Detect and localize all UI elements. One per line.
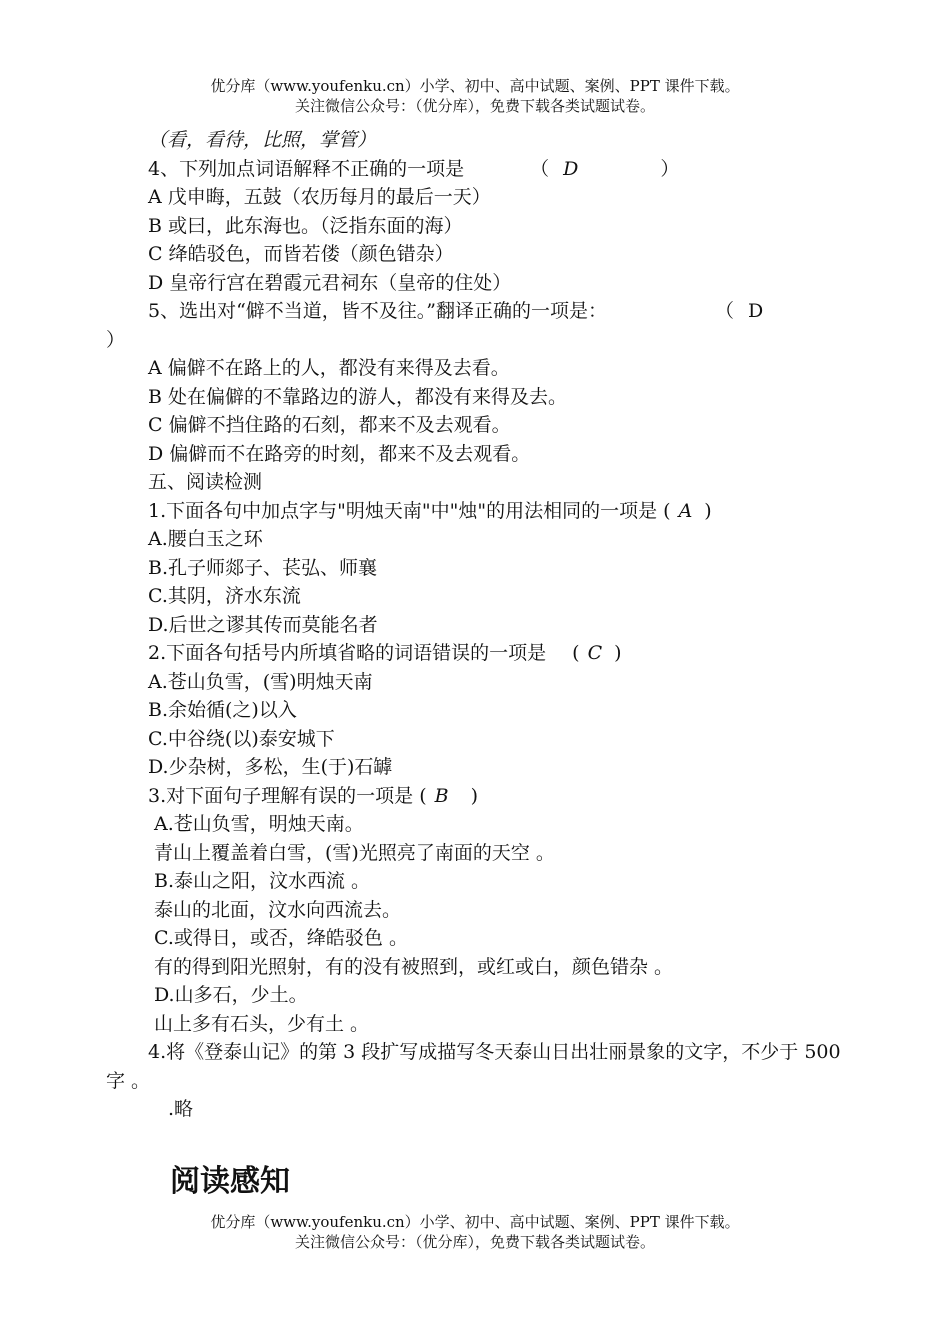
question-4-stem bbox=[106, 155, 851, 184]
footer-line-1: 优分库（www.youfenku.cn）小学、初中、高中试题、案例、PPT 课件下载。 bbox=[210, 1213, 740, 1231]
r3-line-1: A.苍山负雪，明烛天南。 bbox=[154, 813, 364, 835]
r3-line-5: C.或得日，或否，绛皓驳色 。 bbox=[154, 927, 408, 949]
r2-stem-text: 2.下面各句括号内所填省略的词语错误的一项是 bbox=[148, 642, 547, 664]
r1-option-b: B.孔子师郯子、苌弘、师襄 bbox=[148, 556, 378, 579]
r1-option-a: A.腰白玉之环 bbox=[148, 528, 263, 550]
r2-option-d: D.少杂树，多松，生(于)石罅 bbox=[148, 756, 393, 778]
r3-line-3: B.泰山之阳，汶水西流 。 bbox=[154, 870, 371, 892]
section-gap bbox=[106, 1124, 851, 1162]
q4-bracket-open: （ bbox=[530, 157, 550, 180]
r3-stem-text: 3.对下面句子理解有误的一项是 bbox=[148, 784, 414, 807]
q5-option-c: C 偏僻不挡住路的石刻，都来不及去观看。 bbox=[148, 414, 511, 436]
q4-bracket-close: ） bbox=[660, 157, 680, 180]
r3-line-8: 山上多有石头，少有土 。 bbox=[154, 1012, 370, 1035]
page-header bbox=[0, 76, 950, 116]
r1-bracket-close: ) bbox=[704, 499, 712, 522]
reading-question-2 bbox=[106, 639, 851, 668]
r3-bracket-open: ( bbox=[419, 784, 427, 807]
r3-answer: B bbox=[434, 784, 449, 807]
section-5-title: 五、阅读检测 bbox=[148, 471, 263, 493]
r1-bracket-open: ( bbox=[663, 499, 671, 522]
q4-answer: D bbox=[563, 157, 579, 180]
q4-option-b: B 或曰，此东海也。（泛指东面的海） bbox=[148, 214, 463, 237]
r2-bracket-close: ) bbox=[614, 642, 622, 664]
r3-line-7: D.山多石，少土。 bbox=[154, 984, 308, 1006]
r3-line-4: 泰山的北面，汶水向西流去。 bbox=[154, 898, 402, 921]
meaning-line: （看，看待，比照，掌管） bbox=[148, 129, 377, 151]
r3-line-2: 青山上覆盖着白雪，(雪)光照亮了南面的天空 。 bbox=[154, 841, 555, 864]
r4-answer-note: .略 bbox=[168, 1098, 194, 1120]
q5-option-d: D 偏僻而不在路旁的时刻，都来不及去观看。 bbox=[148, 442, 531, 465]
r1-option-c: C.其阴，济水东流 bbox=[148, 585, 301, 607]
r3-bracket-close: ) bbox=[470, 784, 478, 807]
reading-perception-heading: 阅读感知 bbox=[170, 1163, 290, 1199]
reading-question-4: 4.将《登泰山记》的第 3 段扩写成描写冬天泰山日出壮丽景象的文字，不少于 500 字 。 bbox=[106, 1041, 841, 1092]
header-line-1: 优分库（www.youfenku.cn）小学、初中、高中试题、案例、PPT 课件下载。 bbox=[210, 77, 740, 95]
page-footer bbox=[0, 1212, 950, 1252]
q4-option-c: C 绛皓驳色，而皆若偻（颜色错杂） bbox=[148, 243, 454, 265]
header-line-2: 关注微信公众号：（优分库），免费下载各类试题试卷。 bbox=[294, 97, 655, 115]
reading-question-3 bbox=[106, 782, 851, 811]
r2-answer: C bbox=[587, 642, 603, 664]
r1-option-d: D.后世之谬其传而莫能名者 bbox=[148, 613, 378, 636]
r2-option-b: B.余始循(之)以入 bbox=[148, 699, 297, 721]
r3-line-6: 有的得到阳光照射，有的没有被照到，或红或白，颜色错杂 。 bbox=[154, 955, 674, 978]
q5-option-b: B 处在偏僻的不靠路边的游人，都没有来得及去。 bbox=[148, 385, 568, 408]
q4-option-a: A 戊申晦，五鼓（农历每月的最后一天） bbox=[148, 186, 491, 208]
q4-stem-text: 4、下列加点词语解释不正确的一项是 bbox=[148, 157, 465, 180]
q4-option-d: D 皇帝行宫在碧霞元君祠东（皇帝的住处） bbox=[148, 271, 512, 294]
q5-bracket-close: ） bbox=[106, 328, 126, 351]
reading-question-1 bbox=[106, 497, 851, 526]
r1-stem-text: 1.下面各句中加点字与"明烛天南"中"烛"的用法相同的一项是 bbox=[148, 499, 658, 522]
document-body bbox=[106, 126, 851, 1206]
q5-stem-text: 5、选出对“僻不当道，皆不及往。”翻译正确的一项是： bbox=[148, 300, 608, 322]
q5-answer: D bbox=[748, 300, 764, 322]
r2-bracket-open: ( bbox=[572, 642, 580, 664]
q5-bracket-open: （ bbox=[715, 300, 735, 322]
footer-line-2: 关注微信公众号：（优分库），免费下载各类试题试卷。 bbox=[294, 1233, 655, 1251]
r2-option-c: C.中谷绕(以)泰安城下 bbox=[148, 727, 335, 750]
q5-option-a: A 偏僻不在路上的人，都没有来得及去看。 bbox=[148, 357, 510, 379]
r1-answer: A bbox=[678, 499, 693, 522]
r2-option-a: A.苍山负雪，(雪)明烛天南 bbox=[148, 670, 373, 693]
question-5-stem bbox=[106, 297, 851, 326]
